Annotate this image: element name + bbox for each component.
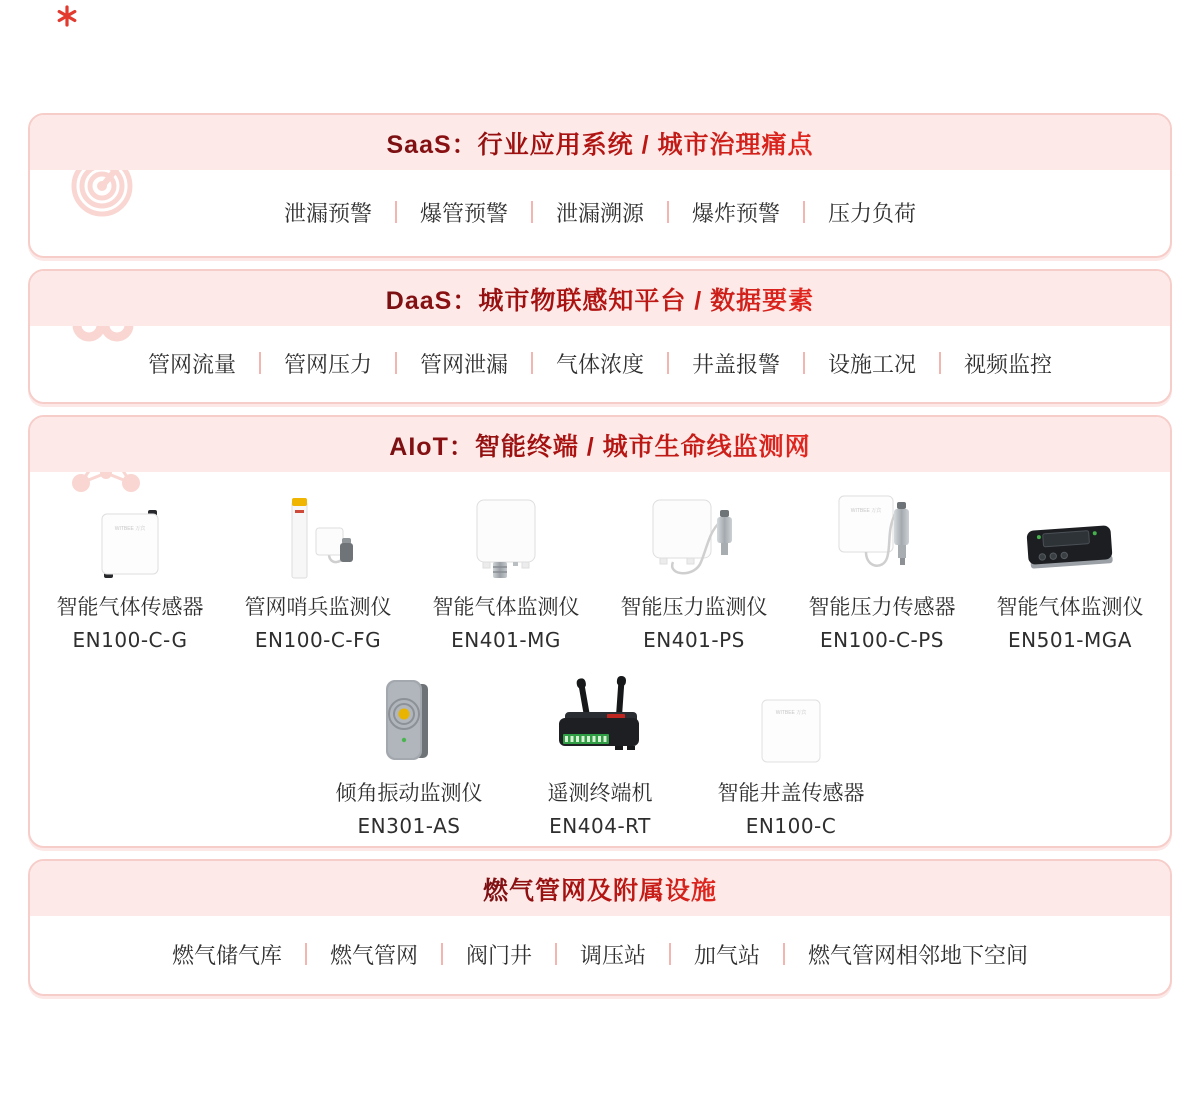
section-aiot-header (30, 417, 1170, 472)
device-name: 智能气体传感器 (56, 596, 204, 619)
item: 加气站 (646, 939, 760, 970)
device-card (314, 674, 505, 838)
device-model: EN100-C-FG (254, 628, 382, 652)
device-card (696, 674, 887, 838)
item: 爆炸预警 (644, 197, 780, 228)
device-name: 管网哨兵监测仪 (244, 596, 392, 619)
section-title: 燃气管网及附属设施 (483, 871, 717, 907)
device-model: EN100-C (745, 814, 837, 838)
red-asterisk-logo (55, 4, 79, 28)
device-brand-text: WITBEE 万宾 (114, 526, 146, 532)
pipeline-sentinel-device-image (274, 488, 362, 580)
item: 视频监控 (916, 348, 1052, 379)
item: 燃气储气库 (171, 942, 282, 968)
item: 管网流量 (147, 351, 236, 377)
device-card (36, 488, 224, 652)
device-model: EN401-MG (451, 628, 561, 652)
manhole-sensor-device-image (758, 674, 824, 766)
section-title: DaaS：城市物联感知平台 / 数据要素 (386, 281, 814, 317)
device-name: 智能井盖传感器 (717, 782, 865, 805)
section-daas-header (30, 271, 1170, 326)
device-card (505, 674, 696, 838)
device-model: EN401-PS (643, 628, 745, 652)
device-name: 倾角振动监测仪 (335, 782, 483, 805)
section-title: SaaS：行业应用系统 / 城市治理痛点 (387, 125, 814, 161)
section-pipeline (28, 859, 1172, 996)
item: 井盖报警 (644, 348, 780, 379)
device-row-1 (30, 472, 1170, 652)
gas-monitor-device-image (469, 488, 543, 580)
section-title: AIoT：智能终端 / 城市生命线监测网 (389, 427, 810, 463)
device-name: 智能气体监测仪 (432, 596, 580, 619)
tilt-vibration-device-image (378, 674, 440, 766)
item: 燃气管网 (282, 939, 418, 970)
telemetry-terminal-device-image (551, 674, 649, 766)
section-saas-header (30, 115, 1170, 170)
pressure-sensor-device-image (835, 488, 929, 580)
item: 燃气管网相邻地下空间 (760, 939, 1028, 970)
device-brand-text: WITBEE 万宾 (850, 508, 882, 514)
device-card (412, 488, 600, 652)
item: 泄漏预警 (283, 200, 372, 226)
section-saas-body (30, 170, 1170, 254)
item: 气体浓度 (508, 348, 644, 379)
saas-items (284, 197, 916, 228)
device-card (224, 488, 412, 652)
item: 压力负荷 (780, 197, 916, 228)
item: 调压站 (532, 939, 646, 970)
device-model: EN100-C-G (72, 628, 188, 652)
pipeline-items (172, 939, 1028, 970)
device-model: EN100-C-PS (820, 628, 944, 652)
device-name: 智能气体监测仪 (996, 596, 1144, 619)
section-daas-body (30, 326, 1170, 400)
device-model: EN404-RT (549, 814, 651, 838)
item: 泄漏溯源 (508, 197, 644, 228)
section-saas (28, 113, 1172, 258)
device-card (600, 488, 788, 652)
section-daas (28, 269, 1172, 404)
device-card (788, 488, 976, 652)
daas-items (148, 348, 1052, 379)
item: 阀门井 (418, 939, 532, 970)
device-name: 遥测终端机 (547, 782, 653, 805)
device-name: 智能压力传感器 (808, 596, 956, 619)
device-name: 智能压力监测仪 (620, 596, 768, 619)
section-pipeline-header (30, 861, 1170, 916)
pressure-monitor-device-image (647, 488, 741, 580)
item: 管网泄漏 (372, 348, 508, 379)
item: 管网压力 (236, 348, 372, 379)
device-card (976, 488, 1164, 652)
section-aiot (28, 415, 1172, 848)
device-model: EN501-MGA (1008, 628, 1132, 652)
gas-analyzer-device-image (1022, 488, 1118, 580)
section-pipeline-body (30, 916, 1170, 992)
layer-stack (28, 113, 1172, 996)
item: 设施工况 (780, 348, 916, 379)
gas-sensor-device-image (98, 488, 162, 580)
item: 爆管预警 (372, 197, 508, 228)
device-model: EN301-AS (357, 814, 461, 838)
device-row-2 (30, 674, 1170, 838)
device-brand-text: WITBEE 万宾 (775, 710, 807, 716)
